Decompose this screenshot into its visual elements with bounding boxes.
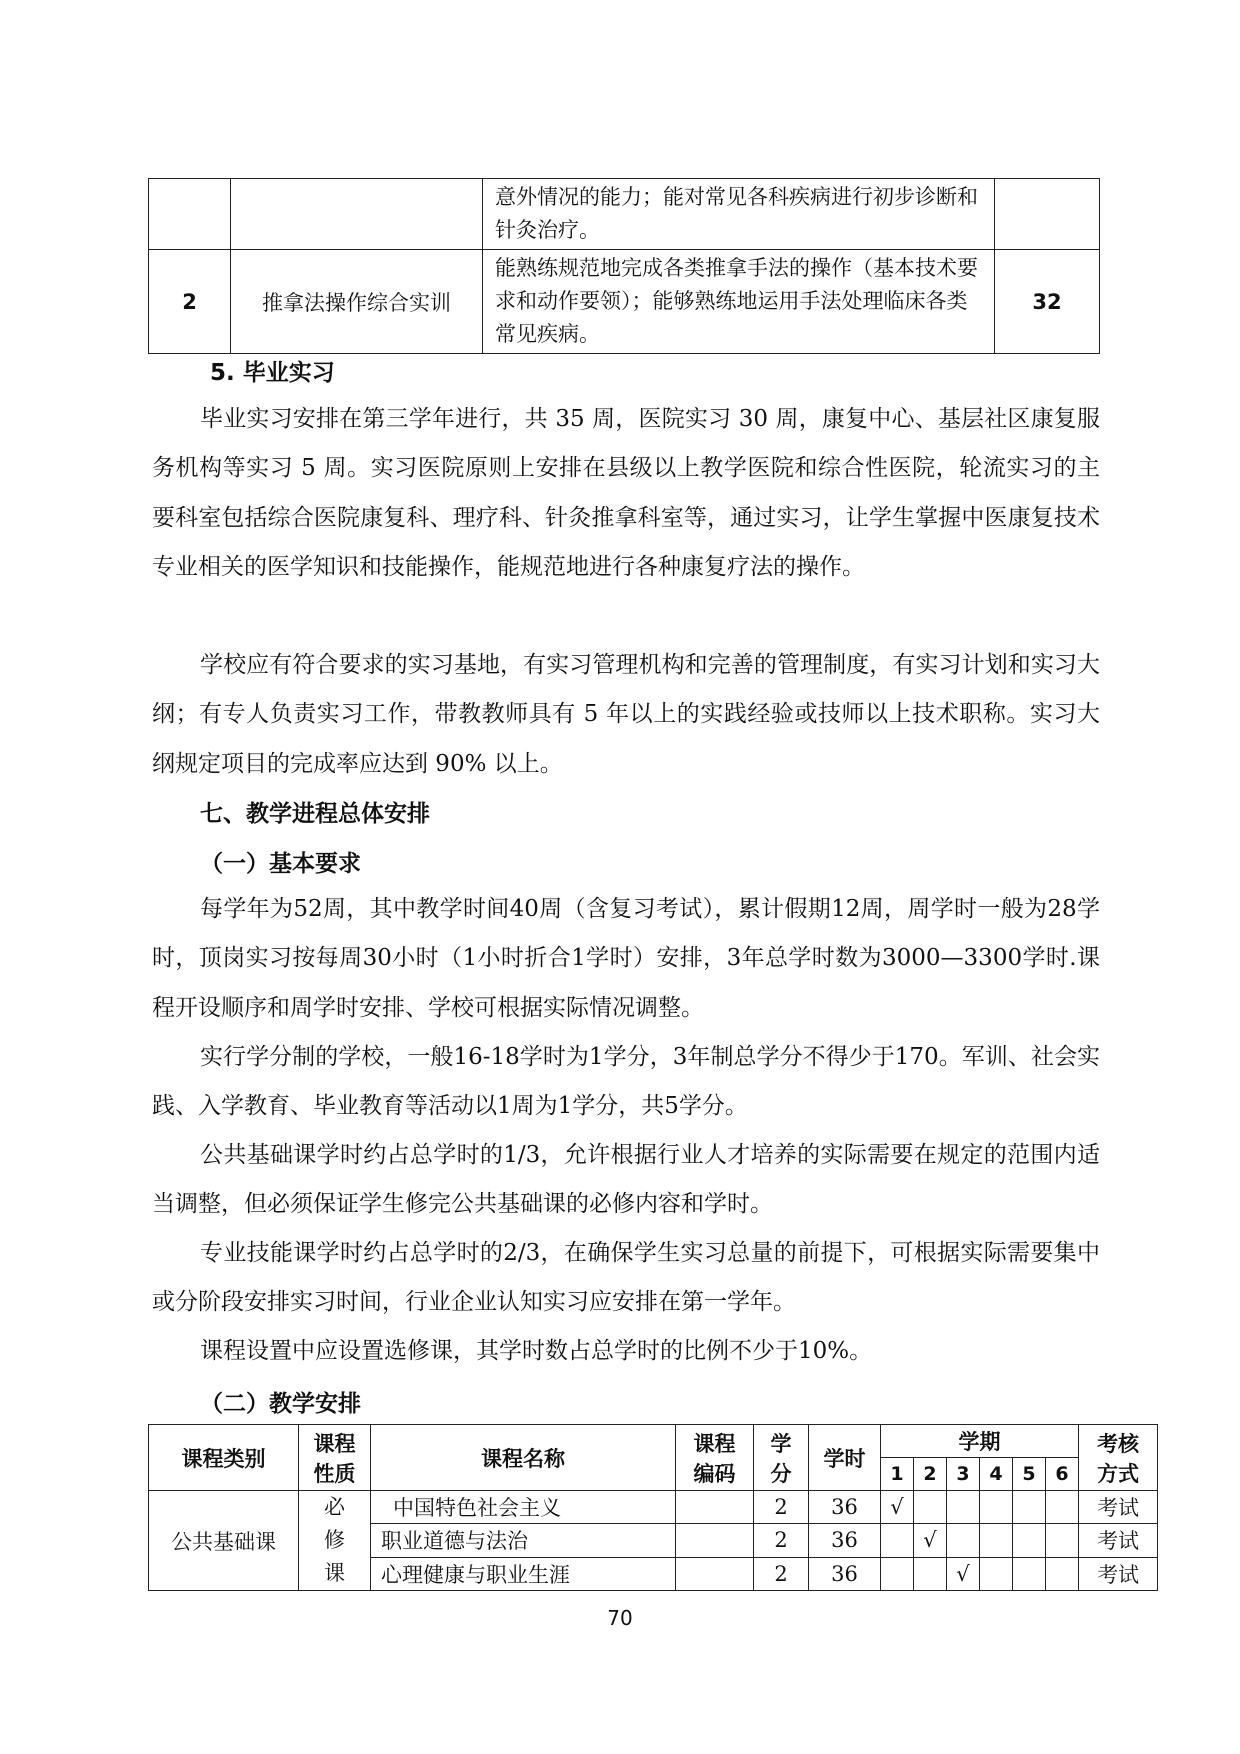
exam-method: 考试 [1079, 1557, 1158, 1590]
table-row [149, 1491, 1158, 1524]
header-hours: 学时 [809, 1425, 881, 1491]
training-description [483, 179, 995, 250]
course-credit: 2 [754, 1557, 809, 1590]
course-hours: 36 [809, 1557, 881, 1590]
training-name [231, 179, 483, 250]
internship-heading: 5. 毕业实习 [210, 360, 335, 386]
semester-mark [1046, 1524, 1079, 1557]
training-hours: 32 [995, 250, 1100, 354]
desc-line: 求和动作要领）；能够熟练地运用手法处理临床各类 [495, 289, 968, 313]
course-category: 公共基础课 [149, 1491, 299, 1591]
semester-mark [1046, 1557, 1079, 1590]
header-text: 学 [770, 1431, 792, 1456]
training-description [483, 250, 995, 354]
header-credit [754, 1425, 809, 1491]
course-code [676, 1557, 754, 1590]
header-exam [1079, 1425, 1158, 1491]
semester-mark [1046, 1491, 1079, 1524]
course-hours: 36 [809, 1524, 881, 1557]
semester-number: 1 [881, 1458, 914, 1491]
desc-line: 常见疾病。 [495, 322, 600, 346]
desc-line: 意外情况的能力；能对常见各科疾病进行初步诊断和 [495, 185, 978, 209]
semester-number: 5 [1013, 1458, 1046, 1491]
basic-requirements-heading: （一）基本要求 [200, 851, 361, 877]
training-name: 推拿法操作综合实训 [231, 250, 483, 354]
header-course-name: 课程名称 [371, 1425, 676, 1491]
semester-mark [881, 1557, 914, 1590]
header-text: 方式 [1097, 1461, 1140, 1486]
training-hours [995, 179, 1100, 250]
semester-mark [947, 1524, 980, 1557]
table-row [149, 250, 1100, 354]
semester-number: 2 [914, 1458, 947, 1491]
basic-paragraph-1: 每学年为52周，其中教学时间40周（含复习考试），累计假期12周，周学时一般为28学时，顶岗实习按每周30小时（1小时折合1学时）安排，3年总学时数为3000—3300学时.课程开设顺序和周学时安排、学校可根据实际情况调整。 [152, 896, 1100, 1021]
exam-method: 考试 [1079, 1524, 1158, 1557]
row-number [149, 179, 231, 250]
basic-paragraph-2: 实行学分制的学校，一般16-18学时为1学分，3年制总学分不得少于170。军训、社会实践、入学教育、毕业教育等活动以1周为1学分，共5学分。 [152, 1044, 1100, 1120]
desc-line: 针灸治疗。 [495, 218, 600, 242]
semester-mark [914, 1557, 947, 1590]
header-nature [299, 1425, 371, 1491]
semester-mark [1013, 1491, 1046, 1524]
header-text: 性质 [313, 1461, 356, 1486]
semester-mark [914, 1491, 947, 1524]
semester-mark: √ [881, 1491, 914, 1524]
semester-number: 6 [1046, 1458, 1079, 1491]
table-header-row [149, 1425, 1158, 1458]
semester-number: 4 [980, 1458, 1013, 1491]
semester-mark [947, 1491, 980, 1524]
course-code [676, 1524, 754, 1557]
row-number: 2 [149, 250, 231, 354]
semester-mark [1013, 1524, 1046, 1557]
practical-training-table [148, 178, 1100, 354]
course-name: 职业道德与法治 [371, 1524, 676, 1557]
teaching-arrangement-heading: （二）教学安排 [200, 1391, 361, 1417]
course-nature [299, 1491, 371, 1591]
internship-paragraph-2: 学校应有符合要求的实习基地，有实习管理机构和完善的管理制度，有实习计划和实习大纲；有专人负责实习工作，带教教师具有 5 年以上的实践经验或技师以上技术职称。实习大纲规定项目的完成率应达到 90% 以上。 [152, 652, 1100, 777]
header-text: 课程 [693, 1431, 736, 1456]
table-row [149, 179, 1100, 250]
nature-char: 必 [324, 1495, 345, 1519]
semester-mark: √ [947, 1557, 980, 1590]
basic-paragraph-3: 公共基础课学时约占总学时的1/3，允许根据行业人才培养的实际需要在规定的范围内适当调整，但必须保证学生修完公共基础课的必修内容和学时。 [152, 1142, 1100, 1218]
header-category: 课程类别 [149, 1425, 299, 1491]
nature-char: 课 [324, 1561, 345, 1585]
semester-mark [881, 1524, 914, 1557]
header-text: 课程 [313, 1431, 356, 1456]
course-schedule-table [148, 1424, 1158, 1591]
semester-mark [980, 1491, 1013, 1524]
header-text: 分 [770, 1461, 792, 1486]
course-name: 中国特色社会主义 [371, 1491, 676, 1524]
course-credit: 2 [754, 1491, 809, 1524]
page-number: 70 [607, 1606, 633, 1630]
semester-mark [1013, 1557, 1046, 1590]
header-text: 编码 [693, 1461, 736, 1486]
semester-mark [980, 1524, 1013, 1557]
basic-paragraph-4: 专业技能课学时约占总学时的2/3，在确保学生实习总量的前提下，可根据实际需要集中或分阶段安排实习时间，行业企业认知实习应安排在第一学年。 [152, 1240, 1100, 1316]
course-code [676, 1491, 754, 1524]
semester-number: 3 [947, 1458, 980, 1491]
header-text: 考核 [1097, 1431, 1140, 1456]
exam-method: 考试 [1079, 1491, 1158, 1524]
course-hours: 36 [809, 1491, 881, 1524]
semester-mark: √ [914, 1524, 947, 1557]
nature-char: 修 [324, 1528, 345, 1552]
semester-mark [980, 1557, 1013, 1590]
course-credit: 2 [754, 1524, 809, 1557]
header-semester: 学期 [881, 1425, 1079, 1458]
course-name: 心理健康与职业生涯 [371, 1557, 676, 1590]
basic-paragraph-5: 课程设置中应设置选修课，其学时数占总学时的比例不少于10%。 [200, 1338, 873, 1364]
internship-paragraph-1: 毕业实习安排在第三学年进行，共 35 周，医院实习 30 周，康复中心、基层社区康复服务机构等实习 5 周。实习医院原则上安排在县级以上教学医院和综合性医院，轮流实习的主要科室包括综合医院康复科、理疗科、针灸推拿科室等，通过实习，让学生掌握中医康复技术专业相关的医学知识和技能操作，能规范地进行各种康复疗法的操作。 [152, 406, 1100, 580]
desc-line: 能熟练规范地完成各类推拿手法的操作（基本技术要 [495, 256, 978, 280]
chapter-heading: 七、教学进程总体安排 [200, 801, 430, 827]
header-course-code [676, 1425, 754, 1491]
